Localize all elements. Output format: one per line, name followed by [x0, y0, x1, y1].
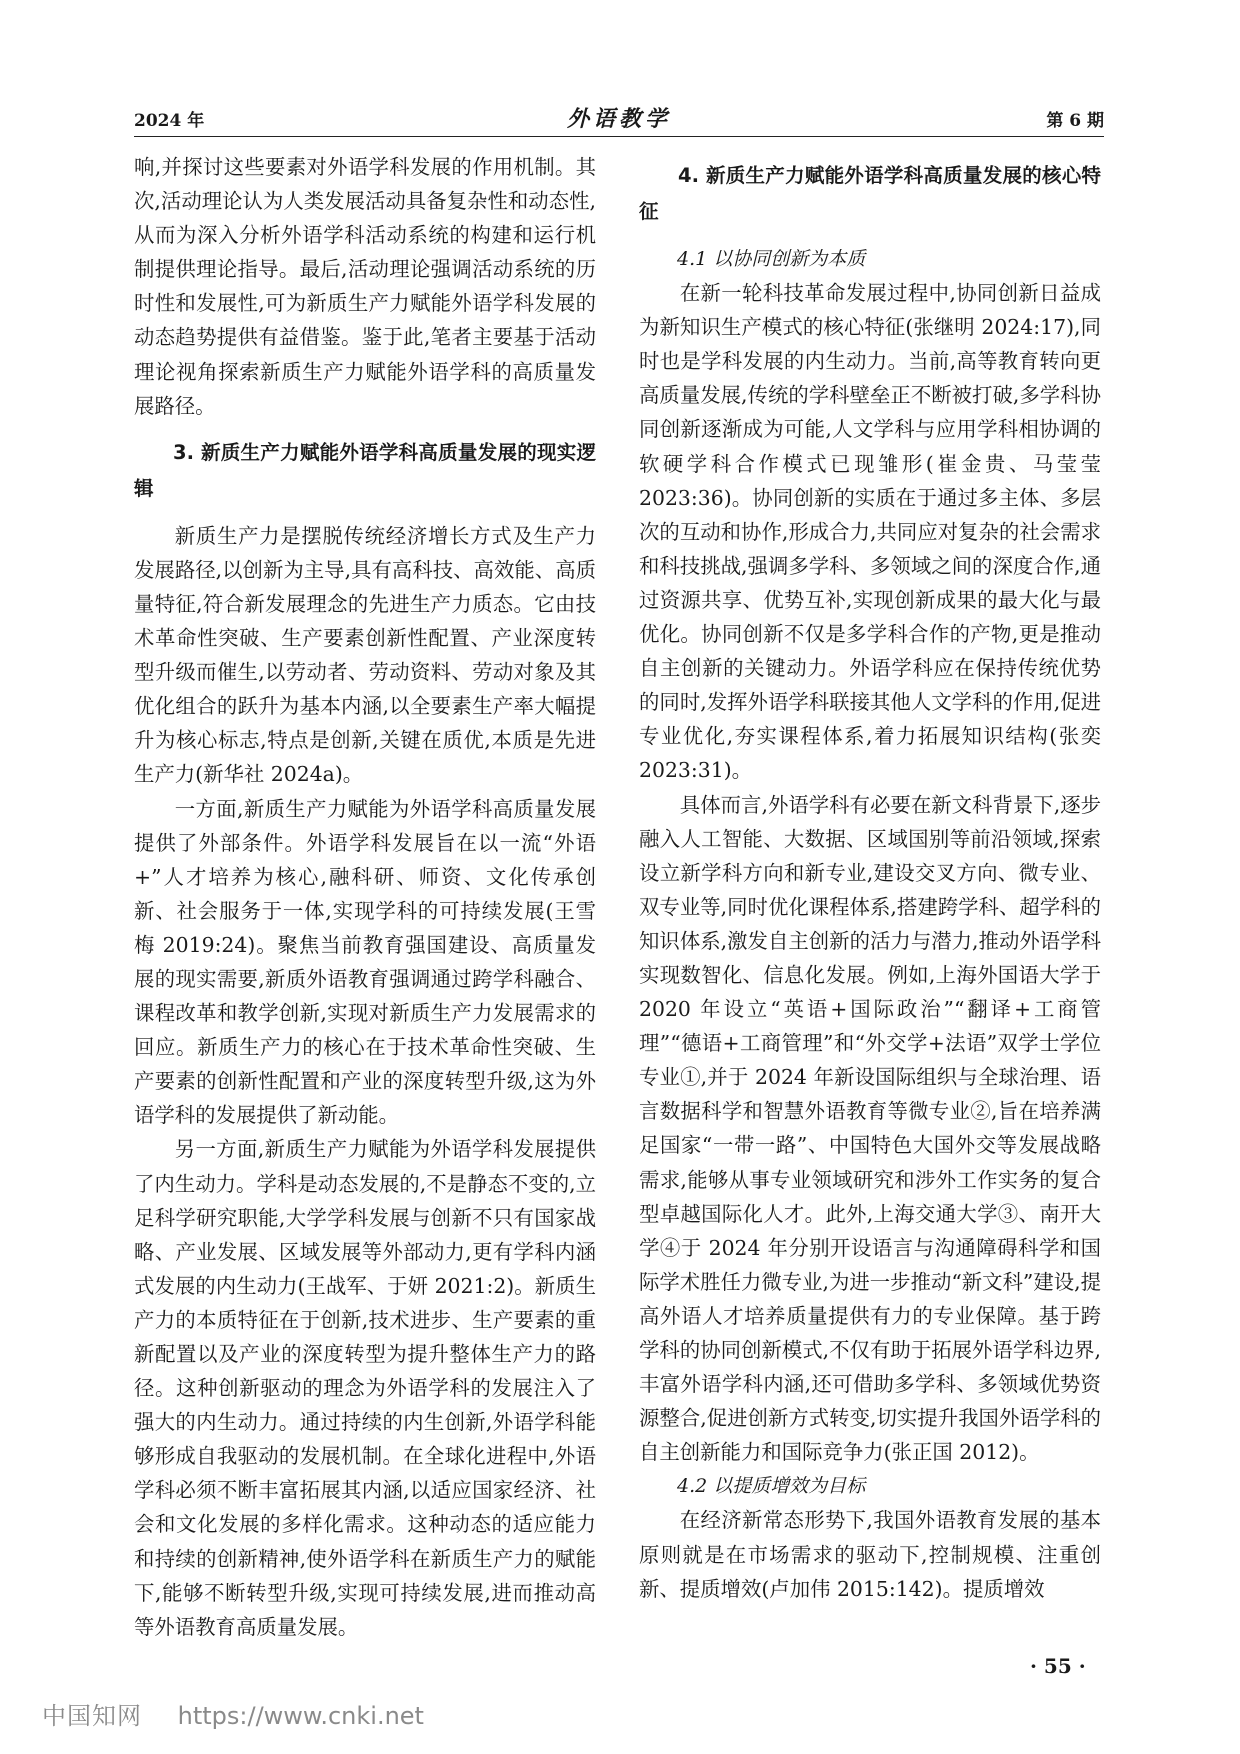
paragraph: 响,并探讨这些要素对外语学科发展的作用机制。其次,活动理论认为人类发展活动具备复杂性和动态性,从而为深入分析外语学科活动系统的构建和运行机制提供理论指导。最后,活动理论强调活动系统的历时性和发展性,可为新质生产力赋能外语学科发展的动态趋势提供有益借鉴。鉴于此,笔者主要基于活动理论视角探索新质生产力赋能外语学科的高质量发展路径。 — [134, 155, 596, 418]
left-column — [134, 150, 596, 1644]
cnki-url: https://www.cnki.net — [177, 1702, 424, 1730]
section-heading-3: 3. 新质生产力赋能外语学科高质量发展的现实逻辑 — [134, 440, 596, 500]
header-issue: 第 6 期 — [1046, 111, 1104, 131]
watermark-footer — [42, 1696, 424, 1731]
paragraph: 一方面,新质生产力赋能为外语学科高质量发展提供了外部条件。外语学科发展旨在以一流“外语+”人才培养为核心,融科研、师资、文化传承创新、社会服务于一体,实现学科的可持续发展(王雪梅 2019:24)。聚焦当前教育强国建设、高质量发展的现实需要,新质外语教育强调通过跨学科融合、课程改革和教学创新,实现对新质生产力发展需求的回应。新质生产力的核心在于技术革命性突破、生产要素的创新性配置和产业的深度转型升级,这为外语学科的发展提供了新动能。 — [134, 796, 596, 1128]
cnki-brand: 中国知网 — [42, 1702, 142, 1730]
paragraph: 具体而言,外语学科有必要在新文科背景下,逐步融入人工智能、大数据、区域国别等前沿领域,探索设立新学科方向和新专业,建设交叉方向、微专业、双专业等,同时优化课程体系,搭建跨学科、超学科的知识体系,激发自主创新的活力与潜力,推动外语学科实现数智化、信息化发展。例如,上海外国语大学于 2020 年设立“英语+国际政治”“翻译+工商管理”“德语+工商管理”和“外交学+法语”双学士学位专业①,并于 2024 年新设国际组织与全球治理、语言数据科学和智慧外语教育等微专业②,旨在培养满足国家“一带一路”、中国特色大国外交等发展战略需求,能够从事专业领域研究和涉外工作实务的复合型卓越国际化人才。此外,上海交通大学③、南开大学④于 2024 年分别开设语言与沟通障碍科学和国际学术胜任力微专业,为进一步推动“新文科”建设,提高外语人才培养质量提供有力的专业保障。基于跨学科的协同创新模式,不仅有助于拓展外语学科边界,丰富外语学科内涵,还可借助多学科、多领域优势资源整合,促进创新方式转变,切实提升我国外语学科的自主创新能力和国际竞争力(张正国 2012)。 — [639, 792, 1102, 1465]
header-year: 2024 年 — [134, 111, 205, 131]
paragraph: 另一方面,新质生产力赋能为外语学科发展提供了内生动力。学科是动态发展的,不是静态不变的,立足科学研究职能,大学学科发展与创新不只有国家战略、产业发展、区域发展等外部动力,更有学科内涵式发展的内生动力(王战军、于妍 2021:2)。新质生产力的本质特征在于创新,技术进步、生产要素的重新配置以及产业的深度转型为提升整体生产力的路径。这种创新驱动的理念为外语学科的发展注入了强大的内生动力。通过持续的内生创新,外语学科能够形成自我驱动的发展机制。在全球化进程中,外语学科必须不断丰富拓展其内涵,以适应国家经济、社会和文化发展的多样化需求。这种动态的适应能力和持续的创新精神,使外语学科在新质生产力的赋能下,能够不断转型升级,实现可持续发展,进而推动高等外语教育高质量发展。 — [134, 1137, 596, 1639]
paragraph: 在新一轮科技革命发展过程中,协同创新日益成为新知识生产模式的核心特征(张继明 2024:17),同时也是学科发展的内生动力。当前,高等教育转向更高质量发展,传统的学科壁垒正不断被打破,多学科协同创新逐渐成为可能,人文学科与应用学科相协调的软硬学科合作模式已现雏形(崔金贵、马莹莹 2023:36)。协同创新的实质在于通过多主体、多层次的互动和协作,形成合力,共同应对复杂的社会需求和科技挑战,强调多学科、多领域之间的深度合作,通过资源共享、优势互补,实现创新成果的最大化与最优化。协同创新不仅是多学科合作的产物,更是推动自主创新的关键动力。外语学科应在保持传统优势的同时,发挥外语学科联接其他人文学科的作用,促进专业优化,夯实课程体系,着力拓展知识结构(张奕 2023:31)。 — [639, 281, 1101, 783]
subsection-heading-4-2: 4.2 以提质增效为目标 — [677, 1475, 866, 1498]
paragraph: 在经济新常态形势下,我国外语教育发展的基本原则就是在市场需求的驱动下,控制规模、注重创新、提质增效(卢加伟 2015:142)。提质增效 — [639, 1508, 1101, 1601]
paragraph: 新质生产力是摆脱传统经济增长方式及生产力发展路径,以创新为主导,具有高科技、高效能、高质量特征,符合新发展理念的先进生产力质态。它由技术革命性突破、生产要素创新性配置、产业深度转型升级而催生,以劳动者、劳动资料、劳动对象及其优化组合的跃升为基本内涵,以全要素生产率大幅提升为核心标志,特点是创新,关键在质优,本质是先进生产力(新华社 2024a)。 — [134, 523, 596, 787]
subsection-heading-4-1: 4.1 以协同创新为本质 — [677, 248, 866, 270]
journal-name: 外语教学 — [566, 106, 671, 132]
page-number: · 55 · — [1030, 1654, 1086, 1678]
running-header — [134, 100, 1104, 137]
section-heading-4: 4. 新质生产力赋能外语学科高质量发展的核心特征 — [639, 164, 1101, 223]
right-column — [639, 150, 1101, 1606]
